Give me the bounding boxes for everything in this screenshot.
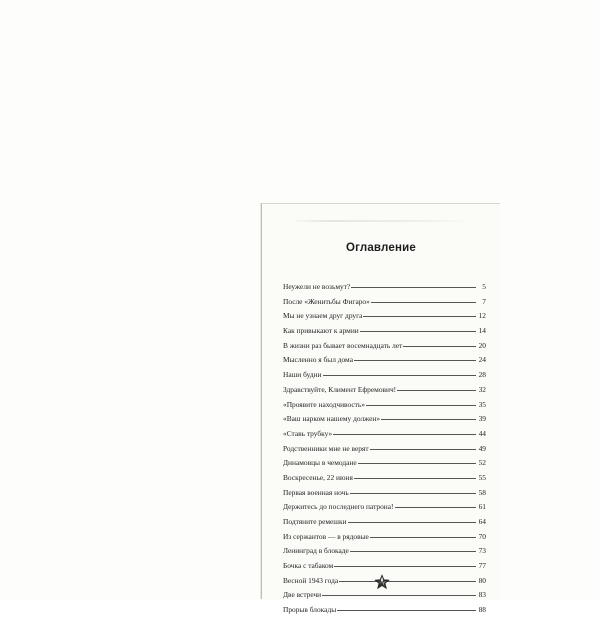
toc-leader-line: [350, 551, 476, 552]
toc-entry: [283, 603, 486, 618]
toc-entry-title: Наши будни: [283, 370, 322, 380]
page-title: Оглавление: [345, 242, 417, 254]
toc-leader-line: [351, 287, 476, 288]
star-icon: [374, 574, 390, 590]
toc-page-number: 83: [478, 590, 486, 600]
toc-leader-line: [370, 449, 476, 450]
toc-entry: [283, 427, 486, 442]
toc-entry-title: Из сержантов — в рядовые: [283, 531, 369, 541]
toc-page-number: 49: [478, 443, 486, 453]
toc-entry-title: Воскресенье, 22 июня: [283, 472, 353, 482]
toc-entry-title: Динамовцы в чемодане: [283, 458, 357, 468]
toc-page-number: 12: [478, 311, 486, 321]
toc-entry-title: Бочка с табаком: [283, 561, 334, 571]
book-page: [261, 203, 500, 615]
toc-leader-line: [403, 346, 476, 347]
toc-entry-title: Мысленно я был дома: [283, 355, 353, 365]
toc-page-number: 80: [478, 575, 486, 585]
toc-page-number: 5: [482, 282, 486, 291]
toc-entry: [283, 456, 486, 471]
toc-entry: [283, 295, 486, 310]
toc-page-number: 64: [478, 517, 486, 526]
toc-entry-title: Две встречи: [283, 590, 322, 600]
toc-page-number: 32: [478, 384, 486, 394]
toc-entry-title: В жизни раз бывает восемнадцать лет: [283, 340, 403, 350]
toc-leader-line: [360, 331, 476, 332]
toc-entry-title: «Ставь трубку»: [283, 428, 333, 438]
toc-entry: [283, 588, 486, 603]
toc-page-number: 35: [478, 399, 486, 409]
toc-entry: [283, 559, 486, 574]
toc-entry-title: Здравствуйте, Климент Ефремович!: [283, 384, 397, 394]
toc-leader-line: [339, 581, 476, 582]
toc-leader-line: [350, 493, 476, 494]
toc-entry-title: После «Женитьбы Фигаро»: [283, 296, 370, 306]
toc-leader-line: [354, 360, 476, 361]
toc-leader-line: [381, 419, 476, 420]
toc-page-number: 55: [478, 472, 486, 482]
toc-leader-line: [348, 522, 476, 523]
toc-leader-line: [395, 507, 477, 508]
toc-entry: [283, 309, 486, 324]
toc-page-number: 7: [482, 296, 486, 306]
toc-entry-title: Весной 1943 года: [283, 575, 339, 585]
toc-leader-line: [370, 537, 476, 538]
toc-entry: [283, 544, 486, 559]
toc-entry-title: Подтяните ремешки: [283, 517, 347, 526]
toc-leader-line: [333, 434, 476, 435]
toc-leader-line: [334, 566, 476, 567]
toc-leader-line: [397, 390, 476, 391]
toc-page-number: 73: [478, 546, 486, 556]
toc-leader-line: [358, 463, 476, 464]
toc-entry: [283, 486, 486, 501]
toc-entry: [283, 339, 486, 354]
toc-leader-line: [322, 595, 476, 596]
toc-page-number: 44: [478, 428, 486, 438]
toc-entry: [283, 442, 486, 457]
toc-entry: [283, 353, 486, 368]
toc-entry-title: Неужели не возьмут?: [283, 282, 351, 291]
toc-entry-title: Первая военная ночь: [283, 487, 349, 497]
toc-page-number: 39: [478, 414, 486, 424]
toc-leader-line: [366, 405, 476, 406]
toc-entry-title: Прорыв блокады: [283, 605, 337, 615]
toc-page-number: 88: [478, 605, 486, 615]
toc-entry: [283, 324, 486, 339]
toc-entry: [283, 471, 486, 486]
toc-leader-line: [337, 610, 476, 611]
bleed-through-line: [290, 220, 475, 222]
toc-entry: [283, 515, 486, 530]
table-of-contents: [283, 280, 486, 618]
toc-entry-title: Мы не узнаем друг друга: [283, 311, 363, 321]
toc-page-number: 77: [478, 561, 486, 571]
toc-page-number: 61: [478, 502, 486, 512]
toc-entry-title: Как привыкают к армии: [283, 326, 359, 336]
toc-entry: [283, 530, 486, 545]
toc-leader-line: [323, 375, 477, 376]
toc-entry: [283, 412, 486, 427]
toc-page-number: 58: [478, 487, 486, 497]
toc-page-number: 20: [478, 340, 486, 350]
toc-entry: [283, 280, 486, 295]
toc-entry: [283, 368, 486, 383]
toc-entry: [283, 500, 486, 515]
toc-entry-title: Родственники мне не верят: [283, 443, 369, 453]
toc-page-number: 14: [478, 326, 486, 336]
toc-page-number: 70: [478, 531, 486, 541]
toc-entry-title: «Ваш нарком нашему должен»: [283, 414, 381, 424]
toc-leader-line: [363, 316, 476, 317]
toc-entry-title: Ленинград в блокаде: [283, 546, 349, 556]
toc-page-number: 24: [478, 355, 486, 365]
toc-page-number: 28: [478, 370, 486, 380]
toc-entry: [283, 398, 486, 413]
toc-entry-title: Держитесь до последнего патрона!: [283, 502, 394, 512]
toc-entry-title: «Проявите находчивость»: [283, 399, 365, 409]
toc-page-number: 52: [478, 458, 486, 468]
toc-entry: [283, 383, 486, 398]
toc-leader-line: [371, 302, 476, 303]
toc-leader-line: [354, 478, 476, 479]
